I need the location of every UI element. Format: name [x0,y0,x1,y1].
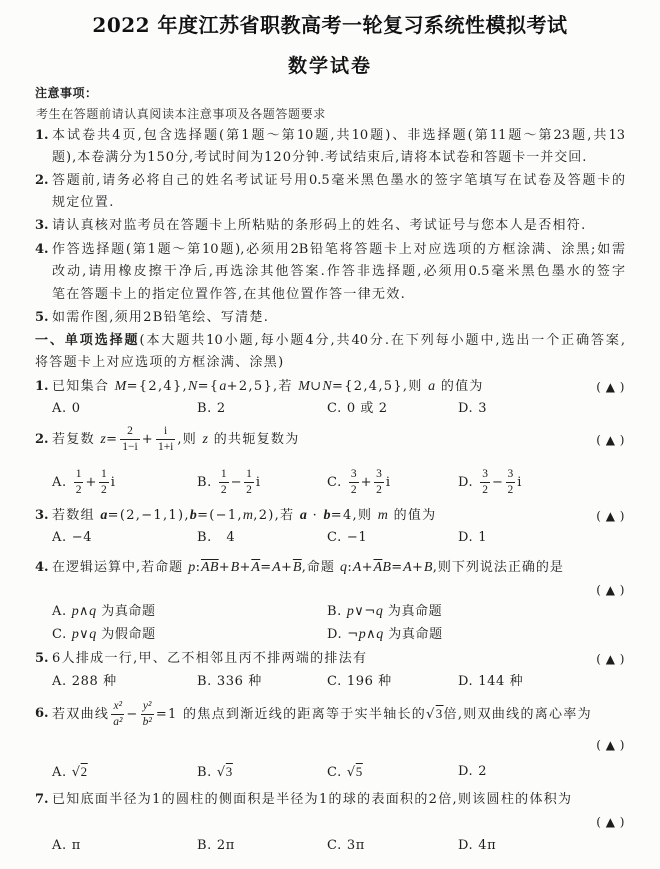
question-number: 3. [35,508,49,523]
option-value [347,765,363,780]
text-run: 若双曲线 [52,707,110,722]
text-run: + [280,560,293,575]
numerator: 3 [482,467,489,480]
option-value [72,530,92,545]
option-value [478,530,487,545]
text-run: 若数组 [52,508,101,523]
question-stem [52,559,625,577]
square-root [426,707,443,722]
option-label: B. [197,838,212,853]
option-label: D. [327,627,343,642]
square-root [72,765,88,780]
denominator: 1+i [157,441,174,453]
option-label: C. [327,401,342,416]
text-run: 为真命题 [383,627,443,642]
option-b [197,400,226,418]
option-label: D. [458,530,474,545]
square-root [347,765,363,780]
question-number: 2. [35,432,49,447]
answer-mark: ( ▲ ) [596,380,625,394]
option-label: C. [327,674,342,689]
option-label: A. [52,838,67,853]
text-run: 4 [216,530,236,545]
option-value [478,764,487,779]
option-label: B. [197,530,212,545]
option-a [52,837,81,855]
math-symbol: $\overline{A}$ [373,560,383,575]
option-value [347,467,391,496]
fraction [141,701,154,729]
option-a [52,673,117,691]
option-a [52,763,88,781]
text-run: − [126,707,139,722]
text-run: + [85,475,97,490]
numerator: 3 [350,467,357,480]
exam-subtitle: 数学试卷 [287,55,372,77]
math-symbol: b [323,508,331,523]
text-run: i [517,475,523,490]
numerator: 1 [220,467,227,480]
text-run: 336 种 [216,674,262,689]
fraction [506,469,516,497]
option-value [478,401,487,416]
text-run: 6人排成一行,甲、乙不相邻且丙不排两端的排法有 [52,651,368,666]
text-run: 为真命题 [96,604,156,619]
answer-mark: ( ▲ ) [596,583,625,597]
math-symbol: a [100,508,108,523]
text-run: ¬ [347,627,359,642]
math-symbol: q [340,560,348,575]
radicand: 2 [80,764,88,779]
option-label: A. [52,475,67,490]
option-b [197,463,261,503]
text-run: ,则 [177,432,203,447]
exam-title: 2022 年度江苏省职教高考一轮复习系统性模拟考试 [92,13,568,37]
section-title: 一、单项选择题 [35,333,140,348]
option-label: C. [327,475,342,490]
numerator: 1 [75,467,82,480]
option-label: D. [458,475,474,490]
option-value [217,838,235,853]
notice-heading: 注意事项： [35,86,98,100]
option-label: A. [52,530,67,545]
fraction [156,426,175,454]
text-run: ={2,4,5},则 [332,379,429,394]
answer-mark: ( ▲ ) [596,815,625,829]
text-run: + [218,560,231,575]
fraction [74,469,84,497]
math-symbol: N [187,379,198,394]
option-value [72,467,116,496]
fraction [349,469,359,497]
option-label: C. [52,627,67,642]
option-value [347,401,388,416]
text-run: = [391,560,404,575]
option-c [327,400,388,418]
option-label: B. [197,475,212,490]
radicand: 3 [225,764,233,779]
radical-sign: √ [71,765,81,780]
answer-mark: ( ▲ ) [596,738,625,752]
notice-item-number: 4. [35,242,49,257]
math-symbol: p [71,627,80,642]
question-number: 4. [35,560,49,575]
option-value [217,467,261,496]
option-value [347,838,365,853]
math-symbol: m [242,508,254,523]
square-root [217,765,233,780]
denominator: 2 [246,484,252,496]
notice-item-line: 题),本卷满分为150分,考试时间为120分钟.考试结束后,请将本试卷和答题卡一并交回. [52,150,588,165]
text-run: : [347,560,353,575]
text-run: ∪ [310,379,323,394]
option-value [347,627,442,642]
math-symbol: a [299,508,308,523]
option-d [458,400,487,418]
option-label: C. [327,530,342,545]
text-run: 已知集合 [52,379,115,394]
text-run: 0 或 2 [346,401,388,416]
option-b [197,529,235,547]
text-run: ={2,4}, [126,379,188,394]
text-run: π [71,838,81,853]
option-b [327,603,442,621]
math-symbol: p [358,627,367,642]
question-stem [52,650,577,668]
radical-sign: √ [346,765,356,780]
question-number: 6. [35,706,49,721]
notice-item-line: 作答选择题(第1题～第10题),必须用2B铅笔将答题卡上对应选项的方框涂满、涂黑;如需 [52,242,625,257]
fraction [244,469,254,497]
text-run: 288 种 [71,674,117,689]
section-instructions: (本大题共10小题,每小题4分,共40分.在下列每小题中,选出一个正确答案, [139,333,625,348]
option-a [52,400,81,418]
question-stem [52,420,577,460]
notice-item-line: 本试卷共4页,包含选择题(第1题～第10题,共10题)、非选择题(第11题～第23题,共13 [52,128,625,143]
math-symbol: M [114,379,127,394]
math-symbol: $\overline{B}$ [292,560,302,575]
answer-mark: ( ▲ ) [596,652,625,666]
math-symbol: A [403,560,412,575]
text-run: 3 [478,401,488,416]
math-symbol: N [322,379,332,394]
text-run: ∧ [79,604,90,619]
text-run: 1 [478,530,488,545]
math-symbol: q [89,627,97,642]
option-c [327,837,365,855]
notice-item-line: 改动,请用橡皮擦干净后,再选涂其他答案.作答非选择题,必须用0.5毫米黑色墨水的签字 [52,264,625,279]
option-value [72,838,81,853]
answer-mark: ( ▲ ) [596,509,625,523]
denominator: 2 [350,484,357,496]
denominator: 2 [482,484,489,496]
text-run: −4 [71,530,93,545]
fraction [219,469,229,497]
text-run: ∨ [79,627,90,642]
text-run: + [360,475,373,490]
text-run: i [110,475,116,490]
option-label: A. [52,604,67,619]
numerator: 2 [127,424,133,437]
text-run: i [255,475,261,490]
option-label: D. [458,401,474,416]
text-run: ,则下列说法正确的是 [432,560,564,575]
notice-item-line: 如需作图,须用2B铅笔绘、写清楚. [52,310,270,325]
text-run: 已知底面半径为1的圆柱的侧面积是半径为1的球的表面积的2倍,则该圆柱的体积为 [52,792,573,807]
text-run: =(2,−1,1), [107,508,190,523]
notice-item-number: 1. [35,128,49,143]
question-stem [52,378,577,396]
option-d [458,463,522,503]
numerator: 3 [376,467,382,480]
text-run: =1 的焦点到渐近线的距离等于实半轴长的 [155,707,427,722]
option-value [217,674,262,689]
text-run: ,2),若 [253,508,300,523]
option-a [52,603,156,621]
option-value [478,674,523,689]
fraction [480,469,490,497]
text-run: 0 [71,401,81,416]
math-symbol: A [272,560,281,575]
denominator: 2 [220,484,227,496]
option-b [197,673,262,691]
option-value [478,467,523,496]
option-d [327,626,443,644]
text-run: =(−1, [197,508,243,523]
question-stem [52,507,577,525]
math-symbol: B [230,560,240,575]
option-c [327,673,392,691]
math-symbol: a [219,379,227,394]
math-symbol: b [189,508,198,523]
option-label: B. [327,604,342,619]
option-label: D. [458,838,474,853]
option-value [72,674,117,689]
text-run: = [260,560,273,575]
notice-item-number: 5. [35,310,49,325]
notice-item-line: 答题前,请务必将自己的姓名考试证号用0.5毫米黑色墨水的签字笔填写在试卷及答题卡的 [52,173,625,188]
option-c [327,529,367,547]
math-symbol: $\overline{A}$ [251,560,261,575]
text-run: + [361,560,374,575]
math-symbol: q [375,604,384,619]
text-run: 2 [216,401,226,416]
option-value [217,765,233,780]
option-value [72,627,156,642]
math-symbol: q [376,627,384,642]
math-symbol: A [352,560,362,575]
text-run: : [195,560,201,575]
text-run: ∧ [366,627,377,642]
option-value [72,401,81,416]
text-run: +2,5},若 [226,379,299,394]
numerator: x² [113,699,123,712]
math-symbol: q [89,604,97,619]
denominator: b² [142,716,152,728]
text-run: ,命题 [301,560,341,575]
option-d [458,763,487,781]
option-value [347,674,392,689]
option-c [327,763,363,781]
option-value [72,604,156,619]
option-d [458,529,487,547]
notice-item-number: 2. [35,173,49,188]
option-label: B. [197,401,212,416]
notice-item-number: 3. [35,218,49,233]
section-instructions-line: 将答题卡上对应选项的方框涂满、涂黑) [35,355,285,370]
math-symbol: $\overline{AB}$ [200,560,219,575]
math-symbol: z [202,432,209,447]
text-run: −1 [346,530,368,545]
math-symbol: B [382,560,392,575]
option-value [72,765,88,780]
option-label: D. [458,674,474,689]
text-run: 的共轭复数为 [208,432,300,447]
radical-sign: √ [426,707,436,722]
text-run: ={ [197,379,220,394]
math-symbol: M [298,379,311,394]
notice-intro: 考生在答题前请认真阅读本注意事项及各题答题要求 [36,107,326,121]
radicand: 3 [435,706,444,721]
text-run: · [307,508,324,523]
radical-sign: √ [216,765,226,780]
denominator: 1−i [122,441,138,453]
text-run: 2π [216,838,235,853]
option-label: B. [197,674,212,689]
option-label: C. [327,765,342,780]
denominator: 2 [376,484,382,496]
text-run: 为真命题 [383,604,443,619]
option-c [327,463,391,503]
math-symbol: B [423,560,433,575]
notice-item-line: 请认真核对监考员在答题卡上所粘贴的条形码上的姓名、考试证号与您本人是否相符. [52,218,587,233]
radicand: 5 [355,764,363,779]
notice-item-line: 笔在答题卡上的指定位置作答,在其他位置作答一律无效. [52,287,407,302]
text-run: =4,则 [330,508,378,523]
option-value [347,604,442,619]
text-run: i [385,475,391,490]
option-label: D. [458,764,474,779]
fraction [120,426,139,454]
answer-mark: ( ▲ ) [596,433,625,447]
text-run: + [141,432,154,447]
fraction [111,701,124,729]
text-run: 4π [478,838,497,853]
fraction [374,469,384,497]
text-run: + [411,560,424,575]
text-run: ∨¬ [354,604,376,619]
option-d [458,837,496,855]
option-a [52,529,92,547]
denominator: 2 [100,484,107,496]
option-b [197,763,233,781]
denominator: a² [113,716,123,728]
numerator: 1 [246,467,252,480]
math-symbol: p [188,560,196,575]
question-number: 1. [35,379,49,394]
option-label: A. [52,401,67,416]
numerator: y² [142,699,152,712]
math-symbol: p [71,604,80,619]
numerator: 1 [100,467,107,480]
text-run: 倍,则双曲线的离心率为 [443,707,592,722]
fraction [99,469,109,497]
text-run: 为假命题 [96,627,156,642]
text-run: + [239,560,252,575]
numerator: i [164,424,168,437]
option-value [217,401,226,416]
option-label: A. [52,765,67,780]
option-label: B. [197,765,212,780]
text-run: 的值为 [435,379,484,394]
option-value [478,838,496,853]
question-number: 5. [35,651,49,666]
question-number: 7. [35,792,49,807]
text-run: 在逻辑运算中,若命题 [52,560,189,575]
text-run: 2 [478,764,488,779]
option-c [52,626,156,644]
section-heading [35,332,625,350]
notice-item-line: 规定位置. [52,195,115,210]
option-a [52,463,116,503]
question-stem [52,791,625,809]
text-run: 196 种 [346,674,392,689]
numerator: 3 [507,467,514,480]
math-symbol: m [377,508,389,523]
text-run: 若复数 [52,432,101,447]
option-value [347,530,367,545]
text-run: − [230,475,243,490]
option-value [217,530,235,545]
denominator: 2 [507,484,514,496]
option-d [458,673,523,691]
text-run: 144 种 [478,674,524,689]
math-symbol: z [100,432,107,447]
option-label: C. [327,838,342,853]
text-run: 3π [346,838,365,853]
option-label: A. [52,674,67,689]
text-run: 的值为 [388,508,437,523]
math-symbol: p [346,604,355,619]
option-b [197,837,235,855]
text-run: = [106,432,119,447]
text-run: − [492,475,504,490]
math-symbol: a [428,379,436,394]
question-stem [52,694,625,734]
denominator: 2 [75,484,82,496]
